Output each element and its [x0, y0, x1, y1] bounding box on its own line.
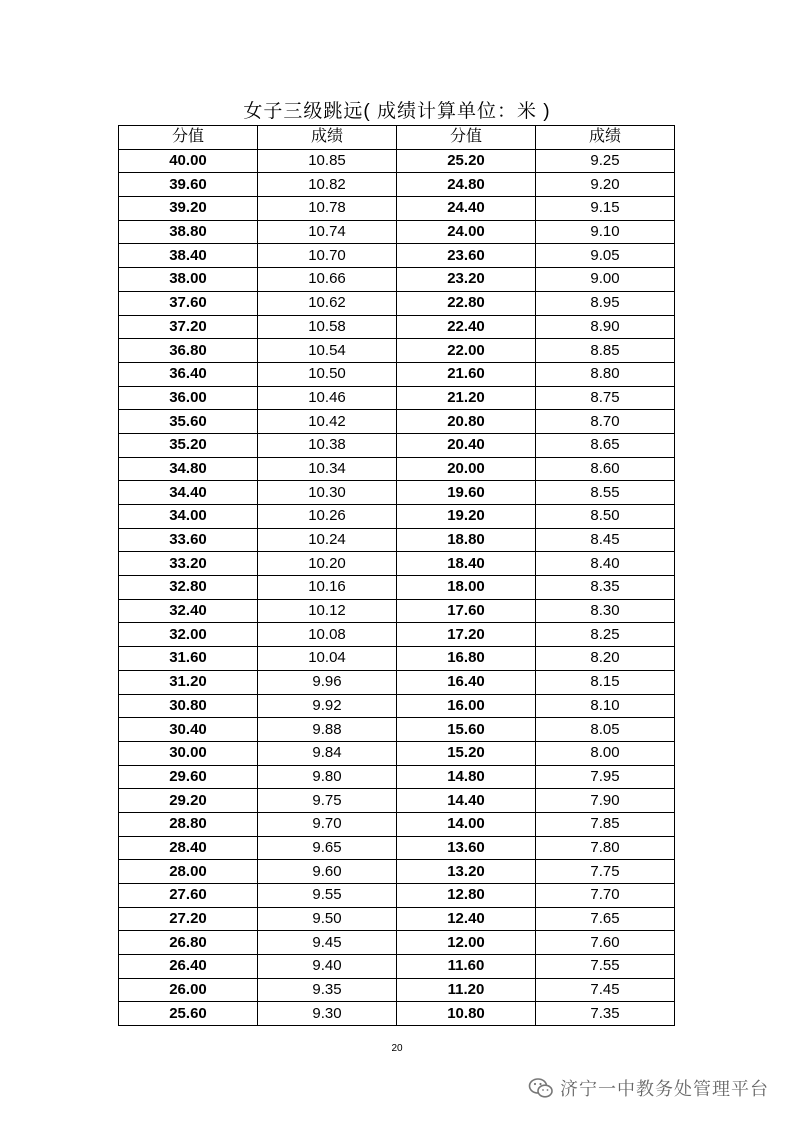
- table-row: [119, 244, 675, 268]
- table-row: [119, 362, 675, 386]
- result-cell: 9.65: [258, 836, 397, 860]
- score-cell: 18.00: [397, 576, 536, 600]
- score-cell: 37.60: [119, 291, 258, 315]
- result-cell: 7.60: [536, 931, 675, 955]
- score-cell: 30.80: [119, 694, 258, 718]
- result-cell: 7.80: [536, 836, 675, 860]
- result-cell: 9.45: [258, 931, 397, 955]
- result-cell: 7.90: [536, 789, 675, 813]
- score-cell: 24.00: [397, 220, 536, 244]
- score-cell: 34.40: [119, 481, 258, 505]
- result-cell: 10.16: [258, 576, 397, 600]
- result-cell: 8.80: [536, 362, 675, 386]
- result-cell: 10.70: [258, 244, 397, 268]
- table-body: [119, 149, 675, 1025]
- score-cell: 33.60: [119, 528, 258, 552]
- result-cell: 8.05: [536, 718, 675, 742]
- result-cell: 8.90: [536, 315, 675, 339]
- score-cell: 25.60: [119, 1002, 258, 1026]
- table-row: [119, 741, 675, 765]
- result-cell: 8.40: [536, 552, 675, 576]
- page-number: 20: [391, 1043, 403, 1054]
- result-cell: 8.10: [536, 694, 675, 718]
- score-cell: 28.80: [119, 812, 258, 836]
- score-cell: 38.40: [119, 244, 258, 268]
- table-row: [119, 410, 675, 434]
- score-cell: 18.80: [397, 528, 536, 552]
- result-cell: 7.35: [536, 1002, 675, 1026]
- score-cell: 36.80: [119, 339, 258, 363]
- table-row: [119, 528, 675, 552]
- result-cell: 8.55: [536, 481, 675, 505]
- table-row: [119, 623, 675, 647]
- result-cell: 9.70: [258, 812, 397, 836]
- result-cell: 10.74: [258, 220, 397, 244]
- score-cell: 20.40: [397, 433, 536, 457]
- result-cell: 7.45: [536, 978, 675, 1002]
- table-row: [119, 670, 675, 694]
- score-cell: 31.60: [119, 647, 258, 671]
- score-cell: 21.20: [397, 386, 536, 410]
- result-cell: 7.65: [536, 907, 675, 931]
- result-cell: 9.25: [536, 149, 675, 173]
- table-row: [119, 718, 675, 742]
- score-cell: 18.40: [397, 552, 536, 576]
- score-cell: 32.80: [119, 576, 258, 600]
- table-row: [119, 505, 675, 529]
- header-result-2: 成绩: [536, 126, 675, 150]
- score-cell: 22.80: [397, 291, 536, 315]
- table-row: [119, 220, 675, 244]
- result-cell: 10.30: [258, 481, 397, 505]
- table-row: [119, 931, 675, 955]
- result-cell: 10.34: [258, 457, 397, 481]
- score-cell: 23.60: [397, 244, 536, 268]
- score-cell: 24.80: [397, 173, 536, 197]
- result-cell: 10.26: [258, 505, 397, 529]
- score-cell: 35.20: [119, 433, 258, 457]
- result-cell: 7.55: [536, 955, 675, 979]
- score-cell: 31.20: [119, 670, 258, 694]
- score-cell: 26.80: [119, 931, 258, 955]
- result-cell: 9.80: [258, 765, 397, 789]
- score-cell: 27.20: [119, 907, 258, 931]
- table-row: [119, 647, 675, 671]
- table-row: [119, 694, 675, 718]
- table-row: [119, 599, 675, 623]
- table-row: [119, 268, 675, 292]
- score-cell: 16.80: [397, 647, 536, 671]
- score-cell: 37.20: [119, 315, 258, 339]
- score-cell: 16.40: [397, 670, 536, 694]
- result-cell: 9.15: [536, 197, 675, 221]
- score-cell: 30.40: [119, 718, 258, 742]
- result-cell: 10.50: [258, 362, 397, 386]
- result-cell: 9.55: [258, 884, 397, 908]
- result-cell: 9.20: [536, 173, 675, 197]
- score-cell: 22.00: [397, 339, 536, 363]
- result-cell: 9.10: [536, 220, 675, 244]
- score-cell: 13.20: [397, 860, 536, 884]
- page-title: 女子三级跳远( 成绩计算单位：米 ): [243, 101, 551, 122]
- table-row: [119, 860, 675, 884]
- table-row: [119, 1002, 675, 1026]
- score-cell: 11.20: [397, 978, 536, 1002]
- table-row: [119, 315, 675, 339]
- result-cell: 10.08: [258, 623, 397, 647]
- result-cell: 10.46: [258, 386, 397, 410]
- score-cell: 19.60: [397, 481, 536, 505]
- table-row: [119, 789, 675, 813]
- table-row: [119, 955, 675, 979]
- score-cell: 29.60: [119, 765, 258, 789]
- score-cell: 34.80: [119, 457, 258, 481]
- result-cell: 8.75: [536, 386, 675, 410]
- result-cell: 7.75: [536, 860, 675, 884]
- table-row: [119, 978, 675, 1002]
- table-row: [119, 812, 675, 836]
- result-cell: 10.66: [258, 268, 397, 292]
- score-cell: 39.60: [119, 173, 258, 197]
- table-row: [119, 386, 675, 410]
- score-cell: 38.00: [119, 268, 258, 292]
- result-cell: 9.35: [258, 978, 397, 1002]
- result-cell: 9.40: [258, 955, 397, 979]
- result-cell: 9.92: [258, 694, 397, 718]
- result-cell: 9.84: [258, 741, 397, 765]
- result-cell: 8.15: [536, 670, 675, 694]
- score-cell: 14.00: [397, 812, 536, 836]
- result-cell: 10.12: [258, 599, 397, 623]
- table-header-row: [119, 126, 675, 150]
- result-cell: 8.25: [536, 623, 675, 647]
- score-cell: 29.20: [119, 789, 258, 813]
- score-cell: 36.00: [119, 386, 258, 410]
- score-table: [118, 125, 675, 1026]
- result-cell: 10.20: [258, 552, 397, 576]
- header-result-1: 成绩: [258, 126, 397, 150]
- table-row: [119, 197, 675, 221]
- score-cell: 14.80: [397, 765, 536, 789]
- result-cell: 10.42: [258, 410, 397, 434]
- score-cell: 25.20: [397, 149, 536, 173]
- result-cell: 10.85: [258, 149, 397, 173]
- score-cell: 38.80: [119, 220, 258, 244]
- score-cell: 20.00: [397, 457, 536, 481]
- result-cell: 10.58: [258, 315, 397, 339]
- result-cell: 8.65: [536, 433, 675, 457]
- result-cell: 9.88: [258, 718, 397, 742]
- result-cell: 10.82: [258, 173, 397, 197]
- score-cell: 26.40: [119, 955, 258, 979]
- result-cell: 8.60: [536, 457, 675, 481]
- score-cell: 22.40: [397, 315, 536, 339]
- table-row: [119, 576, 675, 600]
- header-score-1: 分值: [119, 126, 258, 150]
- score-cell: 19.20: [397, 505, 536, 529]
- table-row: [119, 339, 675, 363]
- score-cell: 10.80: [397, 1002, 536, 1026]
- table-row: [119, 149, 675, 173]
- score-cell: 33.20: [119, 552, 258, 576]
- result-cell: 8.70: [536, 410, 675, 434]
- score-cell: 15.20: [397, 741, 536, 765]
- result-cell: 7.70: [536, 884, 675, 908]
- result-cell: 10.78: [258, 197, 397, 221]
- table-row: [119, 481, 675, 505]
- result-cell: 10.62: [258, 291, 397, 315]
- score-cell: 26.00: [119, 978, 258, 1002]
- result-cell: 10.04: [258, 647, 397, 671]
- score-cell: 20.80: [397, 410, 536, 434]
- score-cell: 12.40: [397, 907, 536, 931]
- table-row: [119, 836, 675, 860]
- score-cell: 15.60: [397, 718, 536, 742]
- result-cell: 8.95: [536, 291, 675, 315]
- score-cell: 34.00: [119, 505, 258, 529]
- result-cell: 8.85: [536, 339, 675, 363]
- score-cell: 40.00: [119, 149, 258, 173]
- score-cell: 12.80: [397, 884, 536, 908]
- result-cell: 7.85: [536, 812, 675, 836]
- score-cell: 23.20: [397, 268, 536, 292]
- result-cell: 10.24: [258, 528, 397, 552]
- score-cell: 27.60: [119, 884, 258, 908]
- result-cell: 10.54: [258, 339, 397, 363]
- result-cell: 8.00: [536, 741, 675, 765]
- score-cell: 12.00: [397, 931, 536, 955]
- result-cell: 9.60: [258, 860, 397, 884]
- score-cell: 28.00: [119, 860, 258, 884]
- result-cell: 8.45: [536, 528, 675, 552]
- table-row: [119, 433, 675, 457]
- result-cell: 9.00: [536, 268, 675, 292]
- score-cell: 17.20: [397, 623, 536, 647]
- score-cell: 39.20: [119, 197, 258, 221]
- watermark: [528, 1075, 769, 1101]
- wechat-icon: [528, 1077, 554, 1099]
- result-cell: 8.20: [536, 647, 675, 671]
- table-row: [119, 552, 675, 576]
- header-score-2: 分值: [397, 126, 536, 150]
- result-cell: 9.50: [258, 907, 397, 931]
- result-cell: 8.30: [536, 599, 675, 623]
- result-cell: 9.96: [258, 670, 397, 694]
- table-row: [119, 884, 675, 908]
- score-cell: 32.00: [119, 623, 258, 647]
- table-row: [119, 907, 675, 931]
- result-cell: 9.75: [258, 789, 397, 813]
- score-cell: 24.40: [397, 197, 536, 221]
- score-cell: 32.40: [119, 599, 258, 623]
- score-cell: 14.40: [397, 789, 536, 813]
- result-cell: 9.05: [536, 244, 675, 268]
- score-cell: 17.60: [397, 599, 536, 623]
- score-cell: 35.60: [119, 410, 258, 434]
- watermark-text: 济宁一中教务处管理平台: [560, 1079, 769, 1099]
- score-cell: 16.00: [397, 694, 536, 718]
- result-cell: 8.50: [536, 505, 675, 529]
- score-cell: 28.40: [119, 836, 258, 860]
- table-row: [119, 457, 675, 481]
- table-row: [119, 173, 675, 197]
- result-cell: 8.35: [536, 576, 675, 600]
- result-cell: 10.38: [258, 433, 397, 457]
- score-cell: 30.00: [119, 741, 258, 765]
- result-cell: 7.95: [536, 765, 675, 789]
- score-cell: 21.60: [397, 362, 536, 386]
- table-row: [119, 765, 675, 789]
- score-cell: 36.40: [119, 362, 258, 386]
- score-cell: 11.60: [397, 955, 536, 979]
- score-cell: 13.60: [397, 836, 536, 860]
- result-cell: 9.30: [258, 1002, 397, 1026]
- table-row: [119, 291, 675, 315]
